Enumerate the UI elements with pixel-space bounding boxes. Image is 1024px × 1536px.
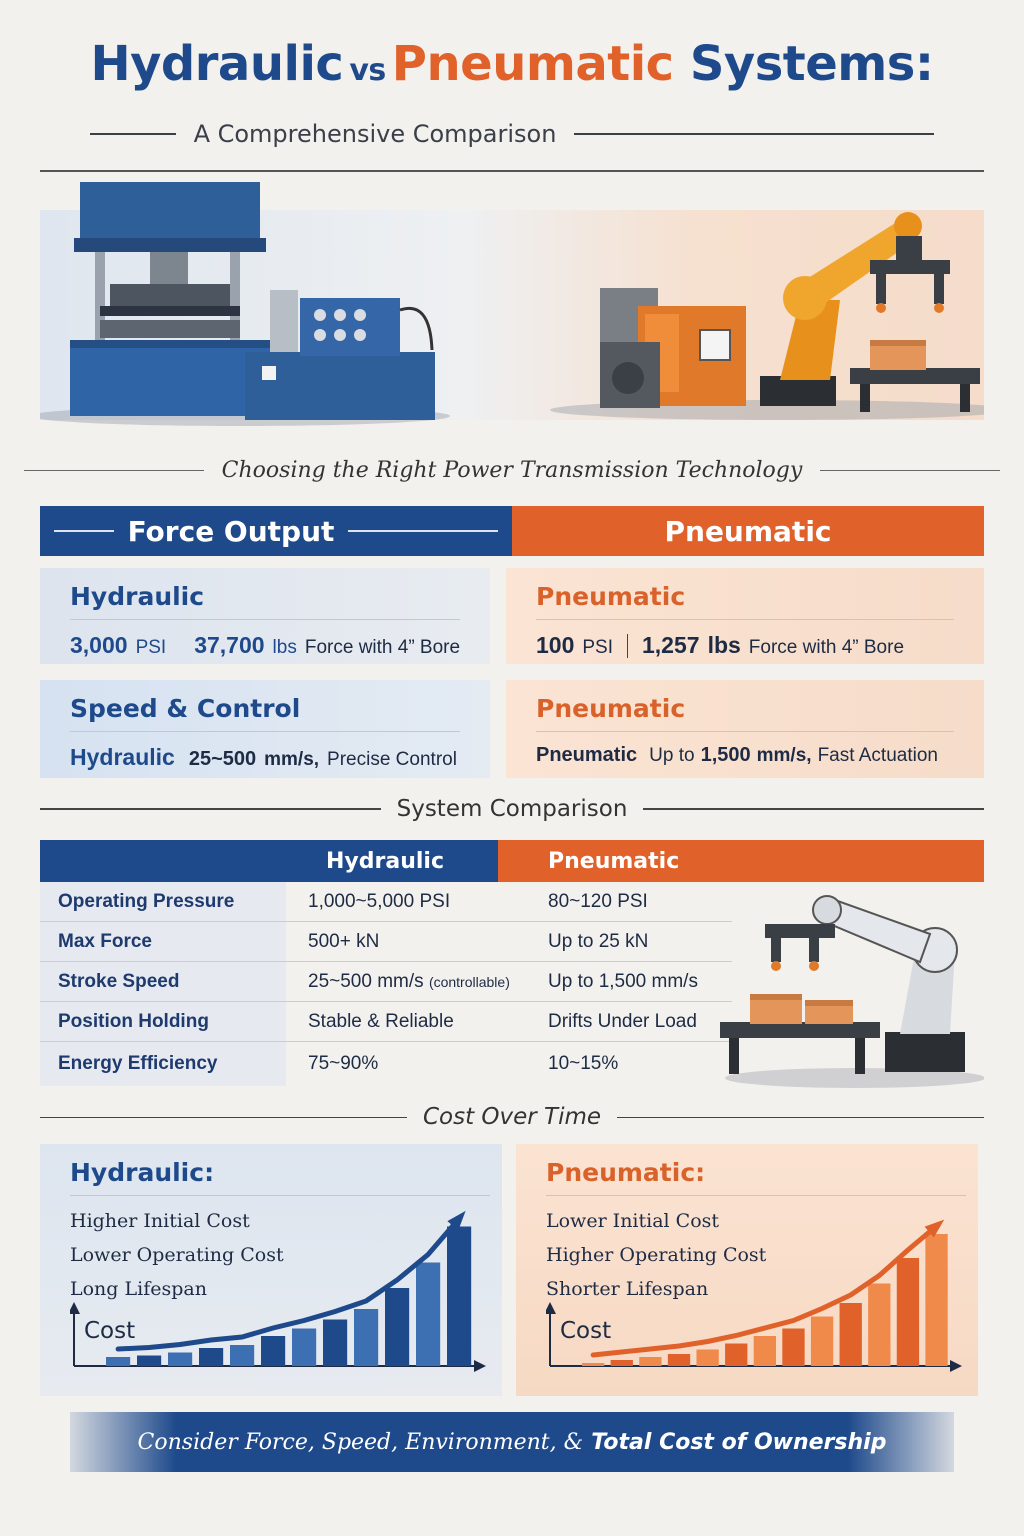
hydraulic-value: 75~90% [308,1053,379,1074]
cost-bar [897,1258,919,1366]
force-value: 37,700 [194,632,265,658]
list-item: Higher Operating Cost [546,1244,767,1266]
list-item: Shorter Lifespan [546,1278,709,1300]
cost-bar [354,1309,378,1366]
speed-value: 1,500 [700,744,751,766]
cost-bar [925,1234,947,1366]
list-item: Long Lifespan [70,1278,207,1300]
row-label: Energy Efficiency [40,1042,286,1086]
table-row [40,1002,732,1042]
speed-value: 25~500 [188,748,257,770]
cost-bar [725,1344,747,1367]
heading-rule-right [643,808,984,810]
conveyor-box-icon [850,340,980,412]
row-label: Position Holding [40,1002,286,1041]
subtitle: A Comprehensive Comparison [193,120,557,148]
hydraulic-speed-card [40,680,490,778]
footer-lead: Consider Force, Speed, Environment, & [137,1429,584,1455]
cost-bar [639,1357,661,1366]
cost-over-time-heading [40,1104,984,1130]
cost-bar [668,1354,690,1366]
header-hydraulic: Hydraulic [286,840,498,882]
panel-heading: Pneumatic: [546,1158,966,1196]
system-comparison-heading [40,796,984,822]
cost-bar [168,1353,192,1367]
hydraulic-value-main: 25~500 mm/s [308,970,424,992]
heading-rule-left [40,808,381,810]
row-label: Max Force [40,922,286,961]
heading-rule-left [40,1117,407,1118]
speed-unit: mm/s, [756,745,812,766]
pneumatic-value: Drifts Under Load [548,1010,697,1032]
cost-bar [754,1336,776,1366]
cost-bar [447,1227,471,1367]
machinery-illustration [40,180,984,440]
heading-rule-right [617,1117,984,1118]
band-left-label: Force Output [127,514,335,548]
section-title: Cost Over Time [422,1104,602,1130]
cost-bar [416,1263,440,1367]
hydraulic-press-icon [70,182,274,416]
hydraulic-cost-chart [70,1206,490,1384]
hero-illustration [40,180,984,440]
header-pneumatic: Pneumatic [498,840,732,882]
row-label: Operating Pressure [40,882,286,921]
hydraulic-force-card [40,568,490,664]
tagline: Choosing the Right Power Transmission Technology [221,458,803,483]
axis-label: Cost [84,1318,136,1344]
band-rule [348,530,498,532]
card-heading: Hydraulic [70,582,460,620]
cost-bar [292,1329,316,1367]
table-row [40,882,732,922]
hydraulic-value: Stable & Reliable [308,1010,454,1032]
card-body [70,632,460,659]
title-systems: Systems: [689,36,934,92]
list-item: Lower Initial Cost [546,1210,720,1232]
card-heading: Pneumatic [536,694,954,732]
card-heading: Pneumatic [536,582,954,620]
hydraulic-value: 1,000~5,000 PSI [308,890,451,912]
band-rule [54,530,114,532]
cost-bar [868,1284,890,1367]
card-body [536,632,954,659]
cost-bar [323,1320,347,1367]
speed-unit: mm/s, [264,749,320,770]
cost-bar [811,1317,833,1367]
cost-bar [106,1357,130,1366]
subtitle-row [0,120,1024,148]
speed-prefix: Up to [649,745,695,766]
pneumatic-value: 10~15% [548,1053,619,1074]
speed-suffix: Fast Actuation [817,745,938,766]
table-row [40,922,732,962]
pneumatic-value: 80~120 PSI [548,890,648,912]
section-header-band [40,506,984,556]
pressure-value: 3,000 [70,632,128,658]
pneumatic-speed-card [506,680,984,778]
card-body [536,744,954,767]
cost-bar [582,1363,604,1366]
hydraulic-value [286,970,510,993]
footer-emphasis: Total Cost of Ownership [591,1429,887,1455]
force-suffix: Force with 4” Bore [748,637,905,658]
pneumatic-value: Up to 25 kN [548,930,649,952]
tagline-row [0,458,1024,483]
hydraulic-value-note: (controllable) [428,973,510,990]
cost-bar [230,1345,254,1366]
cost-bar [840,1303,862,1366]
conveyor-box-icon [720,994,880,1074]
card-body [70,744,460,771]
pressure-value: 100 [536,632,575,658]
pneumatic-cost-panel [516,1144,978,1396]
hydraulic-power-unit-icon [245,290,435,420]
cost-bar [611,1360,633,1366]
cost-bar [696,1350,718,1367]
force-suffix: Force with 4” Bore [304,637,461,658]
panel-heading: Hydraulic: [70,1158,490,1196]
subtitle-rule-right [574,133,934,135]
list-item: Lower Operating Cost [70,1244,284,1266]
band-right-label: Pneumatic [664,514,832,548]
pneumatic-compressor-icon [600,288,746,408]
divider [627,634,628,658]
header-blank [40,840,286,882]
pressure-unit: PSI [582,637,613,658]
title-hydraulic: Hydraulic [90,36,344,92]
section-title: System Comparison [396,796,628,822]
tagline-rule-right [820,470,1000,471]
page-title [0,36,1024,92]
pneumatic-force-card [506,568,984,664]
comparison-table [40,840,732,1086]
hydraulic-value: 500+ kN [308,930,380,952]
cost-bar [261,1336,285,1366]
footer-banner [70,1412,954,1472]
cost-bar [385,1288,409,1366]
pneumatic-value: Up to 1,500 mm/s [548,970,698,992]
table-header-extension [732,840,984,882]
axis-label: Cost [560,1318,612,1344]
header-divider [40,170,984,172]
list-item: Higher Initial Cost [70,1210,250,1232]
force-unit: lbs [707,632,741,658]
subtitle-rule-left [90,133,176,135]
title-vs: vs [349,53,386,88]
cost-bar [137,1356,161,1367]
pneumatic-cost-chart [546,1206,966,1384]
table-row [40,1042,732,1086]
pressure-unit: PSI [135,637,167,658]
force-value: 1,257 [642,632,700,658]
hydraulic-cost-panel [40,1144,502,1396]
tagline-rule-left [24,470,204,471]
force-unit: lbs [272,637,297,658]
table-row [40,962,732,1002]
speed-label: Hydraulic [70,744,175,770]
band-left [40,506,512,556]
card-heading: Speed & Control [70,694,460,732]
band-right [512,506,984,556]
row-label: Stroke Speed [40,962,286,1001]
cost-bar [199,1348,223,1366]
robot-conveyor-illustration [715,882,984,1092]
cost-bar [782,1329,804,1367]
speed-label: Pneumatic [536,744,638,766]
speed-suffix: Precise Control [327,749,457,770]
table-header [40,840,732,882]
title-pneumatic: Pneumatic [391,36,674,92]
